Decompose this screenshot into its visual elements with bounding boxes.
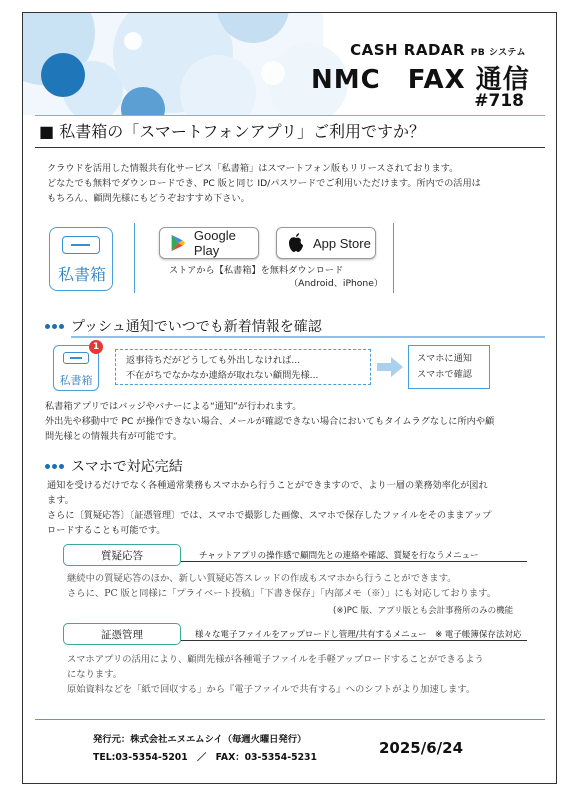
footer-divider: [35, 719, 545, 720]
evidence-tag: 証憑管理: [63, 623, 181, 645]
bullet-dots-icon: [45, 324, 67, 330]
issue-number: #718: [474, 91, 524, 111]
publisher: 発行元：株式会社エヌエムシイ（毎週火曜日発行）: [93, 734, 307, 745]
push-icon-label: 私書箱: [59, 374, 93, 387]
app-icon-label: 私書箱: [57, 265, 106, 284]
bullet-dots-icon: [45, 464, 67, 470]
smartphone-heading: スマホで対応完結: [71, 459, 183, 475]
evidence-paragraph: スマホアプリの活用により、顧問先様が各種電子ファイルを手軽アップロードすることができるよう になります。 原始資料などを「紙で回収する」から『電子ファイルで共有する』へのシフトがより加速します。: [67, 654, 484, 695]
qa-footnote: (※)PC 版、アプリ版とも会計事務所のみの機能: [333, 606, 514, 616]
app-store-label: App Store: [313, 235, 371, 251]
app-store-button[interactable]: [276, 227, 376, 259]
qa-caption: チャットアプリの操作感で顧問先との連絡や確認、質疑を行なうメニュー: [199, 551, 479, 561]
platform-text: （Android、iPhone）: [289, 278, 384, 289]
qa-tag: 質疑応答: [63, 544, 181, 566]
intro-paragraph: クラウドを活用した情報共有化サービス「私書箱」はスマートフォン版もリリースされております。 どなたでも無料でダウンロードでき、PC 版と同じ ID/パスワードでご利用いただけます。所内での活用は もちろん、顧問先様にもどうぞおすすめ下さい。: [47, 163, 481, 204]
mailbox-icon: [62, 236, 100, 254]
main-heading: ■ 私書箱の「スマートフォンアプリ」ご利用ですか？: [39, 122, 425, 141]
right-bar: [393, 223, 394, 293]
smartphone-paragraph: 通知を受けるだけでなく各種通常業務もスマホから行うことができますので、より一層の業務効率化が図れ ます。 さらに〔質疑応答〕〔証憑管理〕では、スマホで撮影した画像、スマホで保存したファイルをそのままアップ ロードすることも可能です。: [47, 480, 492, 536]
scenario-line: 返事待ちだがどうしても外出しなければ...: [126, 355, 301, 366]
banner-divider: [35, 115, 545, 116]
heading-underline: [35, 147, 545, 148]
newsletter-title: NMC FAX 通信: [311, 65, 530, 95]
push-heading: プッシュ通知でいつでも新着情報を確認: [71, 319, 322, 335]
qa-tag-line: [181, 561, 527, 562]
newsletter-page: [22, 12, 557, 784]
contact-info: TEL:03-5354-5201 ／ FAX：03-5354-5231: [93, 752, 317, 763]
push-heading-underline: [71, 336, 545, 338]
notification-badge: 1: [89, 340, 103, 354]
brand-subtitle: PB システム: [470, 48, 526, 58]
evidence-tag-line: [181, 640, 527, 641]
app-icon: [49, 227, 113, 291]
qa-paragraph: 継続中の質疑応答のほか、新しい質疑応答スレッドの作成もスマホから行うことができます。 さらに、PC 版と同様に「プライベート投稿」「下書き保存」「内部メモ（※）」にも対応しております。: [67, 573, 497, 599]
apple-icon: [287, 233, 305, 253]
brand-name: CASH RADAR PB システム: [350, 41, 526, 59]
header-banner: [23, 13, 556, 115]
push-paragraph: 私書箱アプリではバッジやバナーによる“通知”が行われます。 外出先や移動中で PC が操作できない場合、メールが確認できない場合においてもタイムラグなしに所内や顧 問先様との情報共有が可能です。: [45, 401, 495, 442]
issue-date: 2025/6/24: [379, 739, 464, 757]
google-play-icon: [168, 232, 188, 254]
evidence-caption: 様々な電子ファイルをアップロードし管理/共有するメニュー ※ 電子帳簿保存法対応: [195, 630, 522, 640]
result-box: スマホに通知 スマホで確認: [408, 345, 490, 389]
scenario-line: 不在がちでなかなか連絡が取れない顧問先様...: [126, 370, 319, 381]
mailbox-icon: [63, 352, 89, 364]
google-play-button[interactable]: [159, 227, 259, 259]
arrow-right-icon: [377, 357, 403, 377]
left-bar: [134, 223, 135, 293]
google-play-label: Google Play: [193, 228, 236, 258]
scenario-box: [115, 349, 371, 385]
download-text: ストアから【私書箱】を無料ダウンロード: [169, 265, 344, 276]
